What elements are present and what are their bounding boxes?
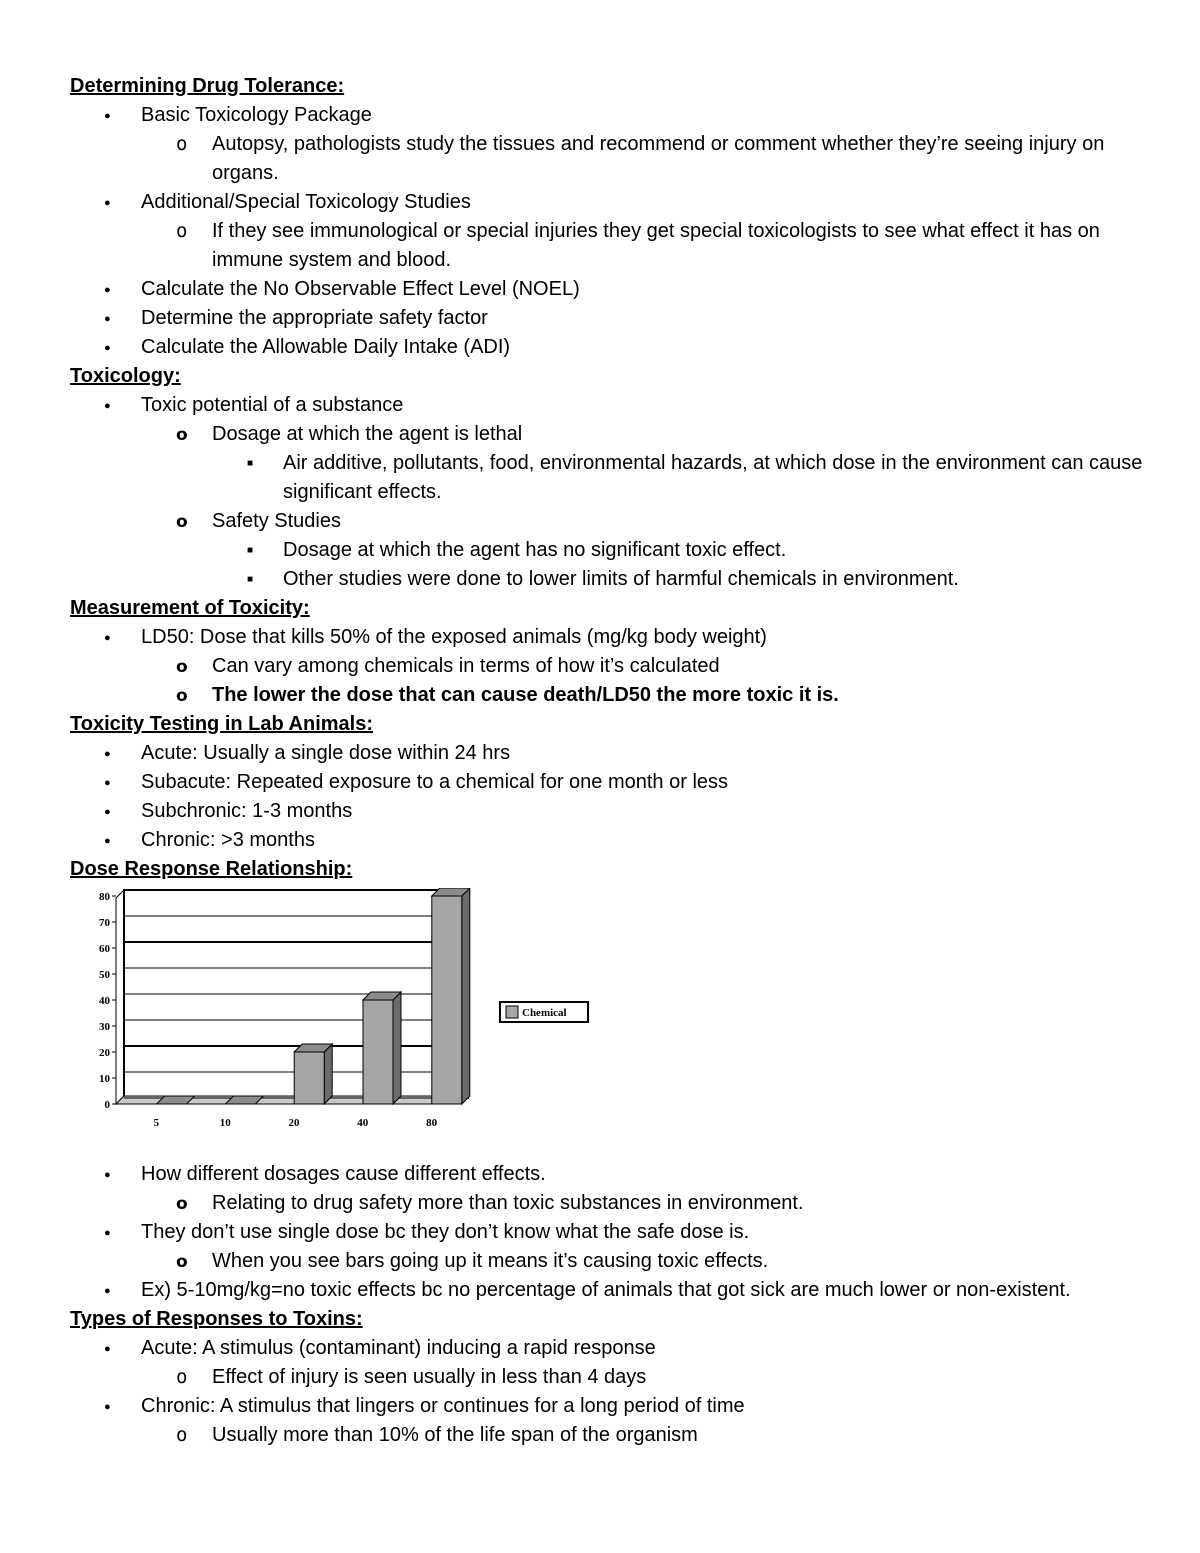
list-item <box>70 130 1150 188</box>
list-item-text: Safety Studies <box>212 510 341 532</box>
list-item <box>70 449 1150 507</box>
bullet-list <box>70 101 1150 362</box>
list-item-text: Dosage at which the agent has no significant toxic effect. <box>283 539 787 561</box>
list-item-text: Can vary among chemicals in terms of how it’s calculated <box>212 655 720 677</box>
bullet-list <box>70 391 1150 594</box>
bullet-icon <box>247 565 253 597</box>
x-tick-label: 80 <box>426 1117 438 1129</box>
list-item <box>70 768 1150 797</box>
y-tick-label: 70 <box>99 917 110 929</box>
bar-side <box>393 992 401 1104</box>
bullet-icon <box>104 623 111 655</box>
list-item <box>70 275 1150 304</box>
list-item-text: Chronic: >3 months <box>141 829 315 851</box>
list-item-text: Toxic potential of a substance <box>141 394 404 416</box>
section-heading: Determining Drug Tolerance: <box>70 75 345 97</box>
list-item-text: Subacute: Repeated exposure to a chemical for one month or less <box>141 771 729 793</box>
list-item <box>70 1160 1150 1189</box>
bullet-icon <box>176 130 187 159</box>
bullet-list <box>70 739 1150 855</box>
list-item <box>70 536 1150 565</box>
list-item <box>70 681 1150 710</box>
list-item <box>70 1189 1150 1218</box>
x-tick-label: 40 <box>357 1117 369 1129</box>
list-item <box>70 1363 1150 1392</box>
bullet-icon <box>104 1334 111 1366</box>
list-item-text: When you see bars going up it means it’s causing toxic effects. <box>212 1250 769 1272</box>
bar <box>294 1052 324 1104</box>
list-item <box>70 623 1150 652</box>
list-item <box>70 1392 1150 1421</box>
bullet-icon <box>104 391 111 423</box>
chart-side-wall <box>116 890 124 1104</box>
bullet-icon <box>176 1363 187 1392</box>
list-item <box>70 1276 1150 1305</box>
list-item <box>70 217 1150 275</box>
y-tick-label: 50 <box>99 969 110 981</box>
bullet-icon <box>104 1160 111 1192</box>
list-item <box>70 739 1150 768</box>
list-item-text: Air additive, pollutants, food, environmental hazards, at which dose in the environment can cause significant effects. <box>283 452 1143 503</box>
list-item-text: Chronic: A stimulus that lingers or continues for a long period of time <box>141 1395 745 1417</box>
section-heading: Types of Responses to Toxins: <box>70 1308 363 1330</box>
y-tick-label: 20 <box>99 1047 110 1059</box>
list-item-text: Determine the appropriate safety factor <box>141 307 488 329</box>
bullet-icon <box>104 768 111 800</box>
bullet-icon <box>176 1421 187 1450</box>
bullet-icon <box>176 1247 188 1277</box>
list-item <box>70 652 1150 681</box>
list-item <box>70 420 1150 449</box>
list-item-text: Calculate the No Observable Effect Level (NOEL) <box>141 278 580 300</box>
list-item <box>70 1421 1150 1450</box>
y-tick-label: 60 <box>99 943 110 955</box>
list-item-text: Basic Toxicology Package <box>141 104 372 126</box>
list-item-text: How different dosages cause different effects. <box>141 1163 546 1185</box>
list-item <box>70 1247 1150 1276</box>
bullet-list <box>70 1160 1150 1305</box>
bullet-icon <box>176 507 188 537</box>
bullet-icon <box>176 420 188 450</box>
bullet-icon <box>247 536 253 568</box>
bullet-icon <box>176 1189 188 1219</box>
document-page <box>70 72 1150 1450</box>
bullet-list <box>70 623 1150 710</box>
bullet-icon <box>104 188 111 220</box>
list-item-text: Acute: Usually a single dose within 24 hrs <box>141 742 511 764</box>
list-item <box>70 304 1150 333</box>
list-item-text: Additional/Special Toxicology Studies <box>141 191 471 213</box>
list-item-text: Other studies were done to lower limits of harmful chemicals in environment. <box>283 568 959 590</box>
list-item <box>70 1218 1150 1247</box>
bar <box>432 896 462 1104</box>
bullet-icon <box>104 739 111 771</box>
bullet-icon <box>104 1276 111 1308</box>
y-tick-label: 80 <box>99 891 110 903</box>
bullet-icon <box>104 275 111 307</box>
bar-side <box>462 888 470 1104</box>
x-tick-label: 10 <box>219 1117 231 1129</box>
section-heading: Dose Response Relationship: <box>70 858 353 880</box>
list-item-text: Autopsy, pathologists study the tissues and recommend or comment whether they’re seeing injury on organs. <box>212 133 1105 184</box>
list-item-text: Ex) 5-10mg/kg=no toxic effects bc no percentage of animals that got sick are much lower or non-existent. <box>141 1279 1071 1301</box>
list-item-text: Calculate the Allowable Daily Intake (ADI) <box>141 336 511 358</box>
legend-swatch <box>506 1006 518 1018</box>
chart-svg <box>70 888 630 1160</box>
list-item <box>70 188 1150 217</box>
list-item <box>70 826 1150 855</box>
bullet-icon <box>176 217 187 246</box>
list-item <box>70 507 1150 536</box>
bullet-icon <box>176 681 188 711</box>
section-heading: Toxicity Testing in Lab Animals: <box>70 713 373 735</box>
legend-label: Chemical <box>522 1007 567 1019</box>
list-item-text: Dosage at which the agent is lethal <box>212 423 523 445</box>
bullet-icon <box>176 652 188 682</box>
list-item <box>70 333 1150 362</box>
list-item-text: Acute: A stimulus (contaminant) inducing a rapid response <box>141 1337 656 1359</box>
list-item-text: LD50: Dose that kills 50% of the exposed animals (mg/kg body weight) <box>141 626 767 648</box>
x-tick-label: 5 <box>153 1117 160 1129</box>
bar-side <box>324 1044 332 1104</box>
bullet-icon <box>104 1392 111 1424</box>
list-item-text: The lower the dose that can cause death/LD50 the more toxic it is. <box>212 684 839 706</box>
bar <box>363 1000 393 1104</box>
y-tick-label: 30 <box>99 1021 110 1033</box>
list-item-text: Usually more than 10% of the life span of the organism <box>212 1424 698 1446</box>
bullet-icon <box>104 101 111 133</box>
bullet-icon <box>104 826 111 858</box>
section-heading: Measurement of Toxicity: <box>70 597 310 619</box>
bullet-icon <box>104 1218 111 1250</box>
bullet-icon <box>104 797 111 829</box>
list-item <box>70 797 1150 826</box>
list-item <box>70 565 1150 594</box>
bullet-list <box>70 1334 1150 1450</box>
bullet-icon <box>104 333 111 365</box>
list-item-text: Effect of injury is seen usually in less than 4 days <box>212 1366 647 1388</box>
y-tick-label: 10 <box>99 1073 110 1085</box>
bullet-icon <box>247 449 253 481</box>
x-tick-label: 20 <box>288 1117 300 1129</box>
y-tick-label: 0 <box>104 1099 110 1111</box>
list-item <box>70 101 1150 130</box>
list-item-text: If they see immunological or special injuries they get special toxicologists to see what effect it has on immune system and blood. <box>212 220 1100 271</box>
list-item-text: They don’t use single dose bc they don’t know what the safe dose is. <box>141 1221 750 1243</box>
section-heading: Toxicology: <box>70 365 181 387</box>
y-tick-label: 40 <box>99 995 110 1007</box>
dose-response-chart <box>70 888 630 1160</box>
list-item <box>70 1334 1150 1363</box>
list-item-text: Subchronic: 1-3 months <box>141 800 353 822</box>
list-item <box>70 391 1150 420</box>
list-item-text: Relating to drug safety more than toxic substances in environment. <box>212 1192 804 1214</box>
bullet-icon <box>104 304 111 336</box>
